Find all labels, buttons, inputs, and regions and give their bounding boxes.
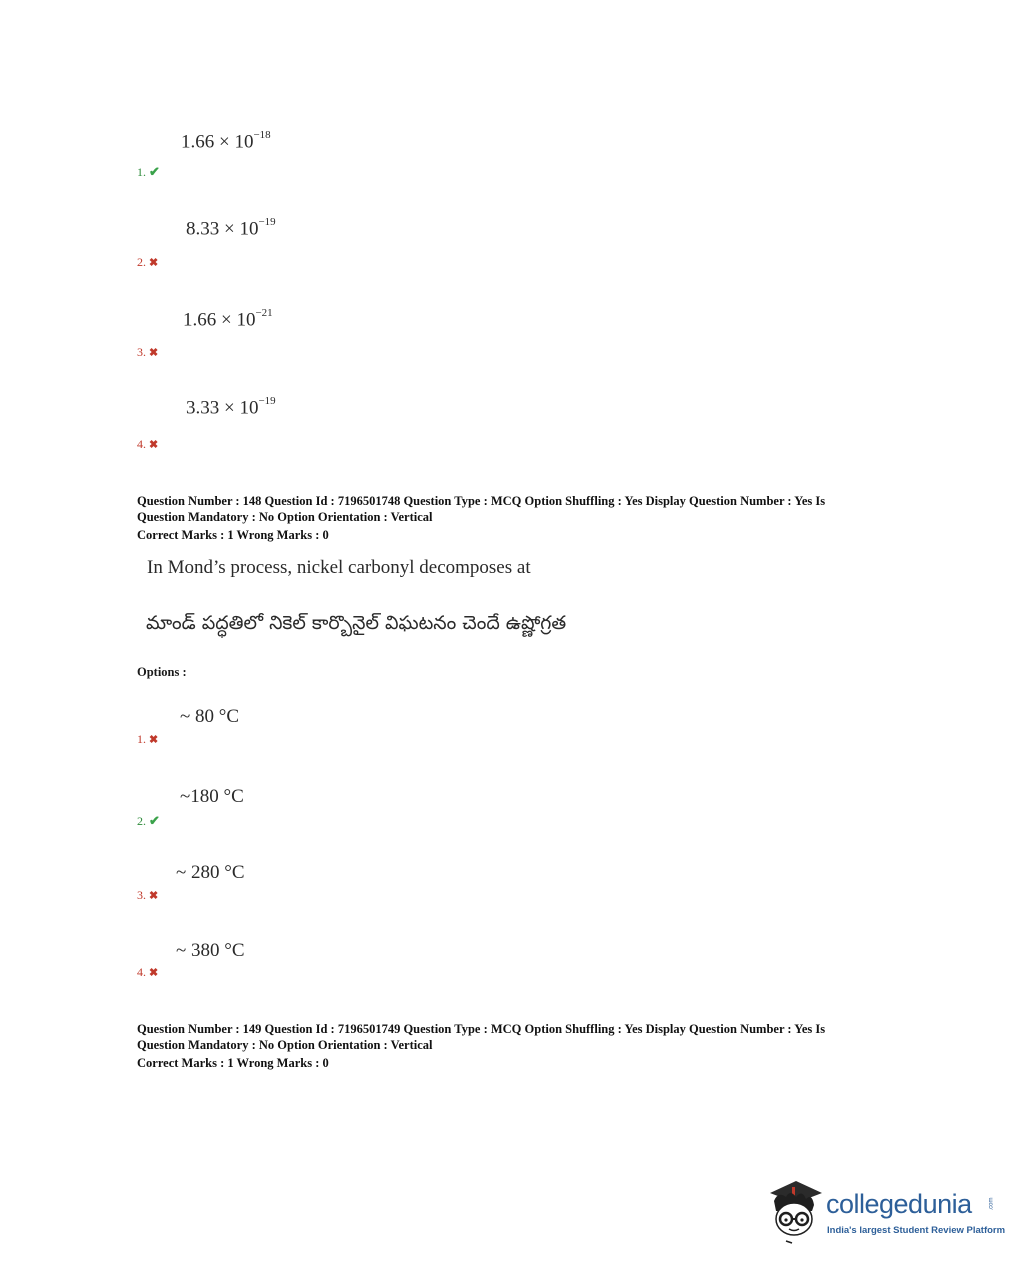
prev-option-1-value: $1.66 \times 10^{-18}$ [181,129,271,153]
q148-option-4-number: 4. ✖ [137,965,159,979]
cross-icon: ✖ [149,967,159,979]
prev-option-3-number: 3. ✖ [137,345,159,359]
q148-text-telugu: మాండ్ పద్ధతిలో నికెల్ కార్బొనైల్ విఘటనం చెందే ఉష్ణోగ్రత [146,612,567,634]
logo-domain: .com [988,1197,995,1211]
q148-option-2-value: ~180 °C [180,786,244,807]
q148-meta [137,493,877,543]
q148-meta-line2: Question Mandatory : No Option Orientation : Vertical [137,510,433,524]
prev-option-4-value: $3.33 \times 10^{-19}$ [186,395,276,419]
q148-option-1-number: 1. ✖ [137,732,159,746]
q149-marks: Correct Marks : 1 Wrong Marks : 0 [137,1056,329,1070]
prev-option-2-value: $8.33 \times 10^{-19}$ [186,216,276,240]
q148-option-3-number: 3. ✖ [137,888,159,902]
prev-option-2-number: 2. ✖ [137,255,159,269]
prev-option-3-value: $1.66 \times 10^{-21}$ [183,307,273,331]
q148-meta-line1: Question Number : 148 Question Id : 7196501748 Question Type : MCQ Option Shuffling : Yes Display Question Number : Yes Is [137,494,826,508]
check-icon: ✔ [149,164,160,179]
mascot-icon [766,1177,824,1247]
q148-marks: Correct Marks : 1 Wrong Marks : 0 [137,528,329,542]
cross-icon: ✖ [149,890,159,902]
check-icon: ✔ [149,813,160,828]
prev-option-1-number: 1. ✔ [137,164,160,179]
cross-icon: ✖ [149,439,159,451]
q148-options-label: Options : [137,665,187,679]
q148-option-4-value: ~ 380 °C [176,940,245,961]
q149-meta [137,1021,877,1071]
q148-option-2-number: 2. ✔ [137,813,160,828]
q149-meta-line1: Question Number : 149 Question Id : 7196501749 Question Type : MCQ Option Shuffling : Yes Display Question Number : Yes Is [137,1022,826,1036]
q148-text-english: In Mond’s process, nickel carbonyl decomposes at [147,557,531,578]
logo-tagline: India's largest Student Review Platform [827,1225,1006,1236]
cross-icon: ✖ [149,257,159,269]
q149-meta-line2: Question Mandatory : No Option Orientation : Vertical [137,1038,433,1052]
cross-icon: ✖ [149,734,159,746]
cross-icon: ✖ [149,347,159,359]
logo-wordmark: collegedunia [826,1189,972,1219]
prev-option-4-number: 4. ✖ [137,437,159,451]
q148-option-1-value: ~ 80 °C [180,706,240,727]
q148-option-3-value: ~ 280 °C [176,862,245,883]
collegedunia-logo [766,1177,1006,1247]
